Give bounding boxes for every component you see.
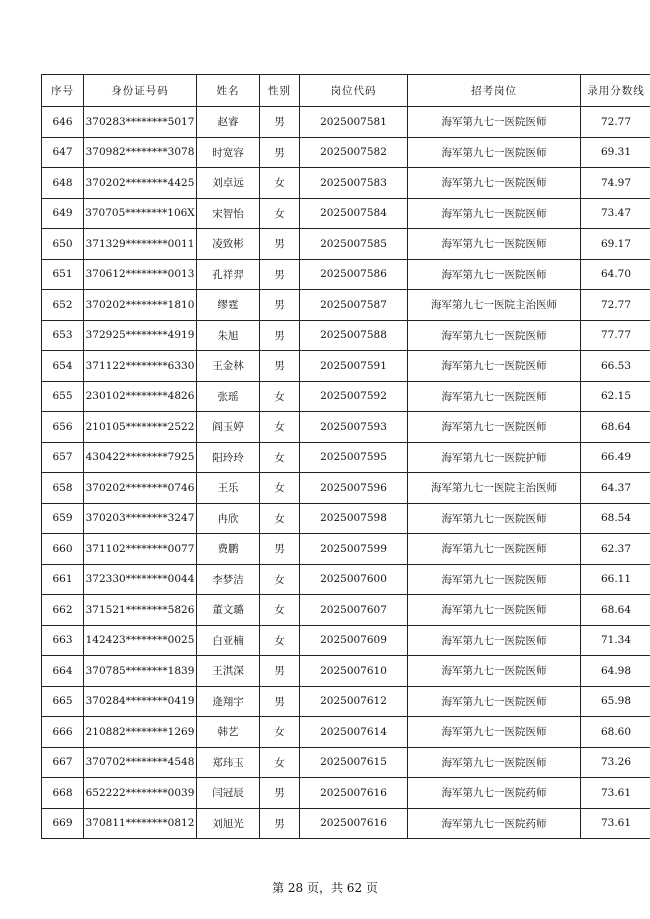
cell-id: 370202********4425 [84, 168, 197, 199]
cell-name: 韩艺 [197, 717, 260, 748]
cell-name: 李梦洁 [197, 564, 260, 595]
cell-post: 海军第九七一医院医师 [408, 656, 581, 687]
cell-post: 海军第九七一医院药师 [408, 778, 581, 809]
cell-score: 66.49 [581, 442, 650, 473]
cell-post: 海军第九七一医院药师 [408, 808, 581, 839]
cell-code: 2025007600 [300, 564, 408, 595]
cell-seq: 660 [42, 534, 84, 565]
cell-code: 2025007586 [300, 259, 408, 290]
cell-code: 2025007596 [300, 473, 408, 504]
table-row [42, 656, 650, 687]
cell-score: 77.77 [581, 320, 650, 351]
cell-score: 65.98 [581, 686, 650, 717]
table-row [42, 137, 650, 168]
cell-score: 72.77 [581, 107, 650, 138]
cell-gender: 女 [260, 564, 300, 595]
cell-name: 刘旭光 [197, 808, 260, 839]
cell-score: 68.60 [581, 717, 650, 748]
table-row [42, 686, 650, 717]
cell-gender: 男 [260, 778, 300, 809]
table-row [42, 168, 650, 199]
cell-name: 冉欣 [197, 503, 260, 534]
table-row [42, 412, 650, 443]
cell-seq: 652 [42, 290, 84, 321]
header-row [42, 75, 650, 107]
cell-score: 73.61 [581, 778, 650, 809]
cell-score: 66.53 [581, 351, 650, 382]
header-post: 招考岗位 [408, 75, 581, 107]
cell-name: 王淇深 [197, 656, 260, 687]
cell-code: 2025007615 [300, 747, 408, 778]
cell-gender: 男 [260, 808, 300, 839]
cell-score: 64.70 [581, 259, 650, 290]
cell-post: 海军第九七一医院主治医师 [408, 290, 581, 321]
cell-name: 董文璐 [197, 595, 260, 626]
cell-score: 69.31 [581, 137, 650, 168]
cell-id: 370612********0013 [84, 259, 197, 290]
cell-score: 71.34 [581, 625, 650, 656]
cell-code: 2025007583 [300, 168, 408, 199]
cell-id: 370702********4548 [84, 747, 197, 778]
table-row [42, 320, 650, 351]
cell-name: 凌致彬 [197, 229, 260, 260]
cell-gender: 女 [260, 595, 300, 626]
cell-code: 2025007581 [300, 107, 408, 138]
table-row [42, 564, 650, 595]
cell-score: 68.54 [581, 503, 650, 534]
table-row [42, 107, 650, 138]
cell-seq: 657 [42, 442, 84, 473]
cell-seq: 666 [42, 717, 84, 748]
cell-code: 2025007593 [300, 412, 408, 443]
cell-seq: 655 [42, 381, 84, 412]
cell-score: 64.37 [581, 473, 650, 504]
table-row [42, 442, 650, 473]
cell-name: 宋智怡 [197, 198, 260, 229]
cell-id: 371102********0077 [84, 534, 197, 565]
table-row [42, 351, 650, 382]
cell-score: 64.98 [581, 656, 650, 687]
cell-seq: 653 [42, 320, 84, 351]
header-name: 姓名 [197, 75, 260, 107]
cell-gender: 男 [260, 259, 300, 290]
cell-gender: 男 [260, 320, 300, 351]
cell-id: 370202********0746 [84, 473, 197, 504]
cell-gender: 男 [260, 229, 300, 260]
cell-id: 142423********0025 [84, 625, 197, 656]
cell-post: 海军第九七一医院医师 [408, 229, 581, 260]
cell-id: 370785********1839 [84, 656, 197, 687]
cell-name: 朱旭 [197, 320, 260, 351]
table-row [42, 381, 650, 412]
cell-code: 2025007614 [300, 717, 408, 748]
cell-gender: 男 [260, 534, 300, 565]
cell-id: 370811********0812 [84, 808, 197, 839]
cell-id: 372925********4919 [84, 320, 197, 351]
cell-score: 72.77 [581, 290, 650, 321]
table-row [42, 198, 650, 229]
cell-post: 海军第九七一医院医师 [408, 503, 581, 534]
cell-code: 2025007598 [300, 503, 408, 534]
cell-post: 海军第九七一医院医师 [408, 198, 581, 229]
cell-seq: 646 [42, 107, 84, 138]
cell-seq: 667 [42, 747, 84, 778]
cell-post: 海军第九七一医院主治医师 [408, 473, 581, 504]
table-row [42, 290, 650, 321]
cell-id: 230102********4826 [84, 381, 197, 412]
table-row [42, 747, 650, 778]
cell-seq: 649 [42, 198, 84, 229]
cell-seq: 651 [42, 259, 84, 290]
cell-code: 2025007610 [300, 656, 408, 687]
cell-seq: 658 [42, 473, 84, 504]
cell-name: 白亚楠 [197, 625, 260, 656]
cell-seq: 650 [42, 229, 84, 260]
cell-seq: 654 [42, 351, 84, 382]
cell-post: 海军第九七一医院医师 [408, 412, 581, 443]
cell-gender: 男 [260, 290, 300, 321]
cell-score: 73.26 [581, 747, 650, 778]
cell-post: 海军第九七一医院医师 [408, 320, 581, 351]
cell-id: 372330********0044 [84, 564, 197, 595]
cell-code: 2025007612 [300, 686, 408, 717]
header-gender: 性别 [260, 75, 300, 107]
cell-name: 刘卓远 [197, 168, 260, 199]
cell-name: 逄翔宇 [197, 686, 260, 717]
cell-code: 2025007588 [300, 320, 408, 351]
cell-gender: 女 [260, 381, 300, 412]
cell-id: 370982********3078 [84, 137, 197, 168]
cell-seq: 661 [42, 564, 84, 595]
table-row [42, 625, 650, 656]
cell-seq: 647 [42, 137, 84, 168]
cell-code: 2025007591 [300, 351, 408, 382]
cell-score: 74.97 [581, 168, 650, 199]
cell-seq: 656 [42, 412, 84, 443]
cell-post: 海军第九七一医院医师 [408, 351, 581, 382]
cell-name: 王乐 [197, 473, 260, 504]
cell-code: 2025007599 [300, 534, 408, 565]
cell-id: 370705********106X [84, 198, 197, 229]
cell-code: 2025007607 [300, 595, 408, 626]
cell-seq: 665 [42, 686, 84, 717]
cell-code: 2025007592 [300, 381, 408, 412]
cell-post: 海军第九七一医院医师 [408, 107, 581, 138]
cell-code: 2025007616 [300, 808, 408, 839]
cell-seq: 659 [42, 503, 84, 534]
cell-seq: 669 [42, 808, 84, 839]
cell-gender: 女 [260, 625, 300, 656]
cell-seq: 662 [42, 595, 84, 626]
cell-gender: 女 [260, 717, 300, 748]
cell-gender: 男 [260, 656, 300, 687]
table-row [42, 503, 650, 534]
cell-name: 费鹏 [197, 534, 260, 565]
table-row [42, 778, 650, 809]
cell-code: 2025007595 [300, 442, 408, 473]
cell-score: 68.64 [581, 595, 650, 626]
table-row [42, 229, 650, 260]
cell-score: 73.61 [581, 808, 650, 839]
cell-name: 张瑶 [197, 381, 260, 412]
cell-seq: 664 [42, 656, 84, 687]
table-row [42, 534, 650, 565]
results-table [41, 74, 650, 839]
cell-gender: 女 [260, 168, 300, 199]
page-footer: 第 28 页，共 62 页 [272, 881, 378, 895]
cell-code: 2025007584 [300, 198, 408, 229]
cell-post: 海军第九七一医院医师 [408, 595, 581, 626]
table-row [42, 717, 650, 748]
cell-name: 缪霆 [197, 290, 260, 321]
cell-post: 海军第九七一医院医师 [408, 381, 581, 412]
cell-post: 海军第九七一医院医师 [408, 564, 581, 595]
cell-code: 2025007582 [300, 137, 408, 168]
cell-post: 海军第九七一医院医师 [408, 717, 581, 748]
cell-gender: 女 [260, 473, 300, 504]
cell-id: 370284********0419 [84, 686, 197, 717]
cell-score: 62.15 [581, 381, 650, 412]
cell-gender: 女 [260, 503, 300, 534]
cell-code: 2025007609 [300, 625, 408, 656]
cell-gender: 女 [260, 412, 300, 443]
cell-id: 652222********0039 [84, 778, 197, 809]
cell-name: 郑玮玉 [197, 747, 260, 778]
cell-gender: 女 [260, 198, 300, 229]
cell-post: 海军第九七一医院护师 [408, 442, 581, 473]
cell-id: 370283********5017 [84, 107, 197, 138]
cell-gender: 男 [260, 686, 300, 717]
cell-name: 闫冠辰 [197, 778, 260, 809]
cell-id: 370202********1810 [84, 290, 197, 321]
cell-code: 2025007587 [300, 290, 408, 321]
cell-code: 2025007616 [300, 778, 408, 809]
cell-seq: 663 [42, 625, 84, 656]
cell-post: 海军第九七一医院医师 [408, 137, 581, 168]
cell-gender: 男 [260, 137, 300, 168]
cell-score: 68.64 [581, 412, 650, 443]
cell-gender: 男 [260, 107, 300, 138]
cell-id: 371329********0011 [84, 229, 197, 260]
table-row [42, 473, 650, 504]
header-id: 身份证号码 [84, 75, 197, 107]
cell-post: 海军第九七一医院医师 [408, 259, 581, 290]
table-row [42, 259, 650, 290]
cell-name: 王金林 [197, 351, 260, 382]
cell-post: 海军第九七一医院医师 [408, 686, 581, 717]
cell-id: 430422********7925 [84, 442, 197, 473]
cell-id: 370203********3247 [84, 503, 197, 534]
table-row [42, 808, 650, 839]
cell-score: 62.37 [581, 534, 650, 565]
cell-post: 海军第九七一医院医师 [408, 747, 581, 778]
cell-name: 孔祥羿 [197, 259, 260, 290]
table-row [42, 595, 650, 626]
cell-score: 69.17 [581, 229, 650, 260]
cell-post: 海军第九七一医院医师 [408, 168, 581, 199]
header-seq: 序号 [42, 75, 84, 107]
cell-seq: 648 [42, 168, 84, 199]
cell-id: 210105********2522 [84, 412, 197, 443]
table-body [42, 107, 650, 839]
cell-id: 371122********6330 [84, 351, 197, 382]
cell-name: 赵睿 [197, 107, 260, 138]
cell-gender: 女 [260, 442, 300, 473]
cell-name: 阎玉婷 [197, 412, 260, 443]
cell-gender: 男 [260, 351, 300, 382]
cell-post: 海军第九七一医院医师 [408, 625, 581, 656]
cell-code: 2025007585 [300, 229, 408, 260]
cell-score: 66.11 [581, 564, 650, 595]
cell-post: 海军第九七一医院医师 [408, 534, 581, 565]
header-code: 岗位代码 [300, 75, 408, 107]
cell-id: 371521********5826 [84, 595, 197, 626]
header-score: 录用分数线 [581, 75, 650, 107]
cell-gender: 女 [260, 747, 300, 778]
cell-name: 时宽容 [197, 137, 260, 168]
cell-score: 73.47 [581, 198, 650, 229]
cell-seq: 668 [42, 778, 84, 809]
cell-id: 210882********1269 [84, 717, 197, 748]
cell-name: 阳玲玲 [197, 442, 260, 473]
